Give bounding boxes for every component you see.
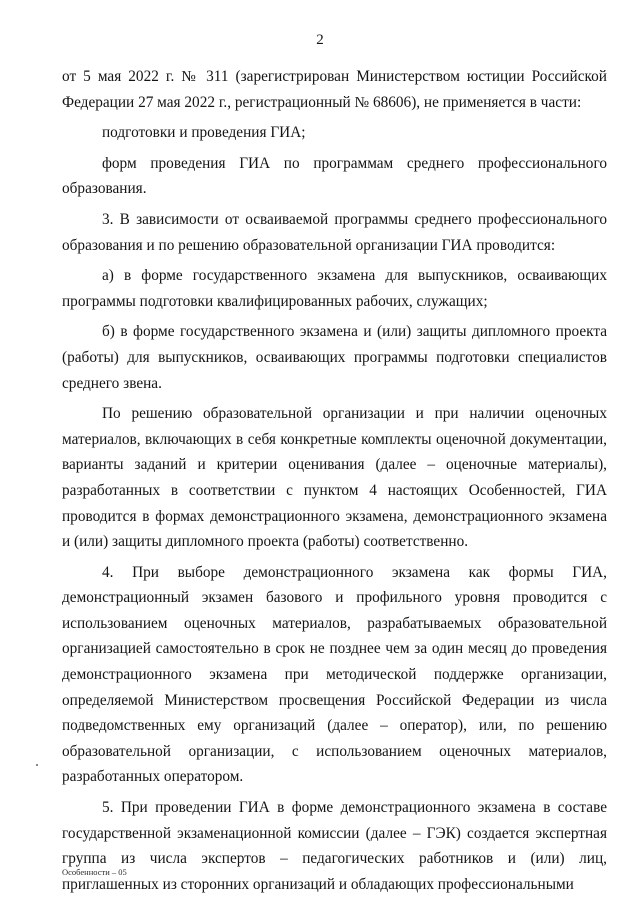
page-number: 2 [316,32,324,48]
paragraph-training: подготовки и проведения ГИА; [102,124,306,142]
paragraph-item-3a: а) в форме государственного экзамена для выпускников, осваивающих программы подготовки квалифицированных рабочих, служащих; [62,267,607,310]
paragraph-forms: форм проведения ГИА по программам среднего профессионального образования. [62,154,607,198]
scan-speck [36,764,38,766]
page-footer: Особенности – 05 [62,867,127,877]
paragraph-item-3b: б) в форме государственного экзамена и (или) защиты дипломного проекта (работы) для выпускников, осваивающих программы подготовки специалистов среднего звена. [62,323,607,392]
paragraph-item-5: 5. При проведении ГИА в форме демонстрационного экзамена в составе государственной экзаменационной комиссии (далее – ГЭК) создается экспертная группа из числа экспертов – педагогических работников и (или) лиц, приглашенных из сторонних организаций и обладающих профессиональными [62,799,607,893]
paragraph-continuation: от 5 мая 2022 г. № 311 (зарегистрирован Министерством юстиции Российской Федерации 27 мая 2022 г., регистрационный № 68606), не применяется в части: [62,68,607,111]
paragraph-item-3: 3. В зависимости от осваиваемой программы среднего профессионального образования и по решению образовательной организации ГИА проводится: [62,210,607,254]
paragraph-item-4: 4. При выборе демонстрационного экзамена как формы ГИА, демонстрационный экзамен базового и профильного уровня проводится с использованием оценочных материалов, разрабатываемых образовательной организацией самостоятельно в срок не позднее чем за один месяц до проведения демонстрационного экзамена при методической поддержке организации, определяемой Министерством просвещения Российской Федерации из числа подведомственных ему организаций (далее – оператор), или, по решению образовательной организации, с использованием оценочных материалов, разработанных оператором. [62,563,607,786]
paragraph-decision: По решению образовательной организации и при наличии оценочных материалов, включающих в себя конкретные комплекты оценочной документации, варианты заданий и критерии оценивания (далее – оценочные материалы), разработанных в соответствии с пунктом 4 настоящих Особенностей, ГИА проводится в формах демонстрационного экзамена, демонстрационного экзамена и (или) защиты дипломного проекта (работы) соответственно. [62,405,607,551]
document-body [62,64,607,902]
